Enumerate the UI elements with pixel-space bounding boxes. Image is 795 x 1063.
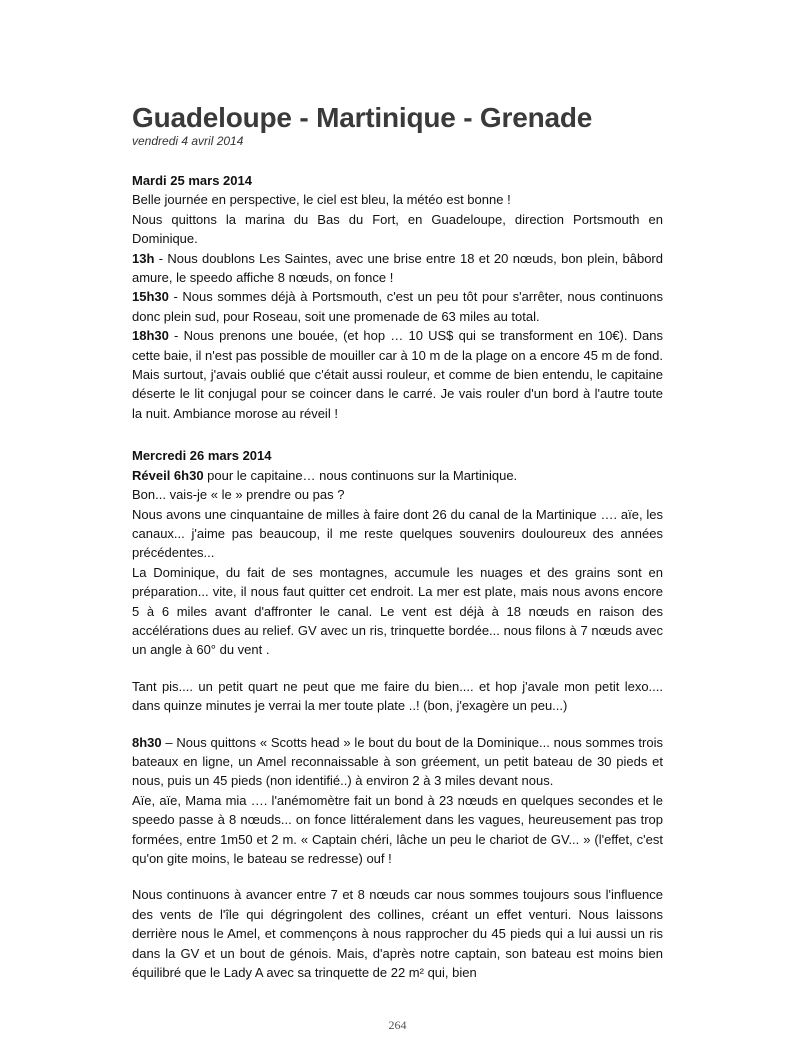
paragraph (132, 563, 663, 660)
paragraph-text: Bon... vais-je « le » prendre ou pas ? (132, 487, 345, 503)
paragraph-text: - Nous prenons une bouée, (et hop … 10 US$ qui se transforment en 10€). Dans cette baie, il n'est pas possible de mouiller car à 10 m de la plage on a encore 45 m de fond. Mais surtout, j'avais oublié que c'était aussi rouleur, et comme de bien entendu, le capitaine déserte le lit conjugal pour se coincer dans le carré. Je vais rouler d'un bord à l'autre toute la nuit. Ambiance morose au réveil ! (132, 328, 663, 421)
paragraph-text: - Nous doublons Les Saintes, avec une brise entre 18 et 20 nœuds, bon plein, bâbord amure, le speedo affiche 8 nœuds, on fonce ! (132, 250, 663, 286)
entry-date-heading: Mardi 25 mars 2014 (132, 173, 252, 188)
page-title: Guadeloupe - Martinique - Grenade (132, 102, 593, 133)
paragraph-text: – Nous quittons « Scotts head » le bout du bout de la Dominique... nous sommes trois bateaux en ligne, un Amel reconnaissable à son gréement, un petit bateau de 30 pieds et nous, puis un 45 pieds (non identifié..) à environ 2 à 3 miles devant nous. (132, 734, 663, 789)
paragraph-text: Tant pis.... un petit quart ne peut que me faire du bien.... et hop j'avale mon petit lexo.... dans quinze minutes je verrai la mer toute plate ..! (bon, j'exagère un peu...) (132, 678, 663, 714)
paragraph-text: Aïe, aïe, Mama mia …. l'anémomètre fait un bond à 23 nœuds en quelques secondes et le speedo passe à 8 nœuds... on fonce littéralement dans les vagues, heureusement pas trop formées, entre 1m50 et 2 m. « Captain chéri, lâche un peu le chariot de GV... » (l'effet, c'est qu'on gite moins, le bateau se redresse) ouf ! (132, 792, 663, 866)
paragraph-text: pour le capitaine… nous continuons sur la Martinique. (203, 467, 518, 483)
paragraph (132, 485, 663, 504)
time-label: 13h (132, 250, 155, 266)
paragraph (132, 249, 663, 288)
journal-entry (132, 171, 663, 423)
paragraph (132, 733, 663, 791)
time-label: Réveil 6h30 (132, 467, 204, 483)
paragraph (132, 326, 663, 423)
paragraph-text: Nous continuons à avancer entre 7 et 8 nœuds car nous sommes toujours sous l'influence des vents de l'île qui dégringolent des collines, créant un effet venturi. Nous laissons derrière nous le Amel, et commençons à nous rapprocher du 45 pieds qui a lui aussi un ris dans la GV et un bout de génois. Mais, d'après notre captain, son bateau est moins bien équilibré que le Lady A avec sa trinquette de 22 m² qui, bien (132, 887, 663, 981)
paragraph-text: Belle journée en perspective, le ciel est bleu, la météo est bonne ! (132, 192, 511, 208)
document-page (132, 100, 663, 982)
paragraph (132, 677, 663, 716)
paragraph-text: La Dominique, du fait de ses montagnes, accumule les nuages et des grains sont en préparation... vite, il nous faut quitter cet endroit. La mer est plate, mais nous avons encore 5 à 6 miles avant d'affronter le canal. Le vent est déjà à 18 nœuds en raison des accélérations dues au relief. GV avec un ris, trinquette bordée... nous filons à 7 nœuds avec un angle à 60° du vent . (132, 564, 663, 658)
paragraph-text: - Nous sommes déjà à Portsmouth, c'est un peu tôt pour s'arrêter, nous continuons donc plein sud, pour Roseau, soit une promenade de 63 miles au total. (132, 289, 663, 324)
paragraph (132, 505, 663, 563)
paragraph-gap (132, 716, 663, 733)
journal-entry (132, 446, 663, 982)
journal-entries (132, 171, 663, 982)
paragraph-gap (132, 868, 663, 885)
paragraph-gap (132, 660, 663, 677)
paragraph (132, 210, 663, 249)
time-label: 18h30 (132, 328, 169, 344)
paragraph (132, 287, 663, 326)
paragraph (132, 190, 663, 209)
time-label: 8h30 (132, 734, 162, 750)
paragraph (132, 791, 663, 869)
paragraph (132, 885, 663, 982)
paragraph-text: Nous quittons la marina du Bas du Fort, en Guadeloupe, direction Portsmouth en Dominique. (132, 211, 663, 247)
time-label: 15h30 (132, 289, 169, 305)
entry-date-heading: Mercredi 26 mars 2014 (132, 448, 272, 464)
paragraph-text: Nous avons une cinquantaine de milles à faire dont 26 du canal de la Martinique …. aïe, les canaux... j'aime pas beaucoup, il me reste quelques souvenirs douloureux des années précédentes... (132, 506, 663, 561)
page-number: 264 (388, 1018, 407, 1032)
post-date: vendredi 4 avril 2014 (132, 134, 244, 148)
paragraph (132, 466, 663, 485)
